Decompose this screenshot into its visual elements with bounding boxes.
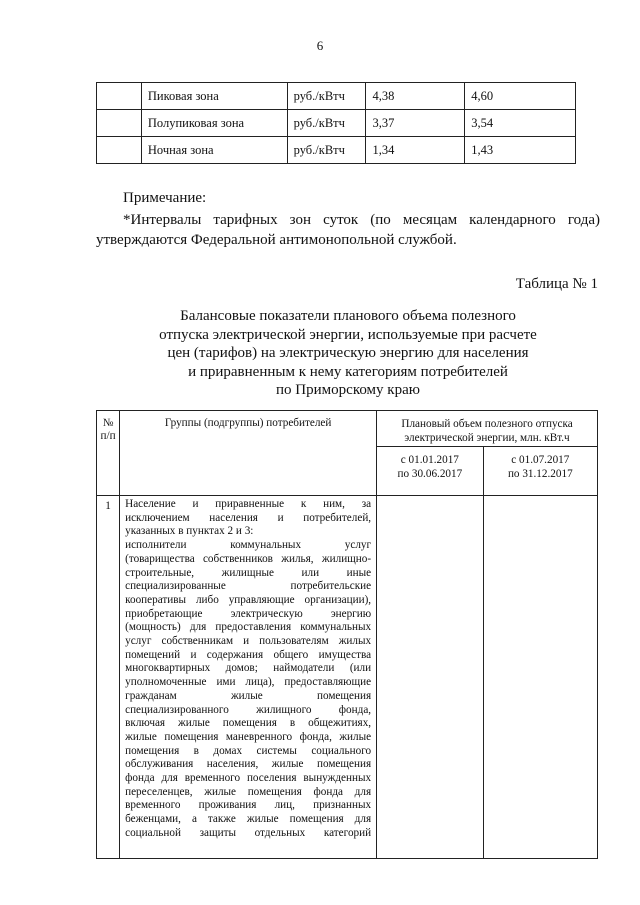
text-line: (мощность) для предоставления коммунальных bbox=[125, 621, 372, 634]
header-number-line: № bbox=[102, 417, 114, 429]
text-line: услуг собственникам и пользователям жилых bbox=[125, 635, 372, 648]
volume-cell-empty bbox=[377, 496, 484, 859]
period-line: по 30.06.2017 bbox=[397, 468, 463, 480]
text-line: исключением населения и потребителей, bbox=[125, 511, 372, 524]
text-line: социальной защиты отдельных категорий bbox=[125, 826, 372, 839]
period-line: по 31.12.2017 bbox=[507, 468, 573, 480]
title-line: по Приморскому краю bbox=[276, 382, 420, 398]
table-number: Таблица № 1 bbox=[515, 276, 598, 292]
header-group: Группы (подгруппы) потребителей bbox=[120, 411, 377, 496]
volume-cell-empty bbox=[483, 496, 597, 859]
period-first-half bbox=[377, 447, 484, 496]
text-line: помещений и содержания общего имущества bbox=[125, 648, 372, 661]
text-line: специализированные потребительские bbox=[125, 580, 372, 593]
text-line: жилые помещения маневренного фонда, жилые bbox=[125, 730, 372, 743]
zone-cell: Полупиковая зона bbox=[141, 110, 287, 137]
value-cell: 4,60 bbox=[465, 83, 576, 110]
table-title bbox=[96, 307, 600, 400]
title-line: цен (тарифов) на электрическую энергию для населения bbox=[167, 345, 529, 361]
row-description bbox=[120, 496, 377, 859]
header-number-line: п/п bbox=[100, 430, 116, 442]
period-line: с 01.07.2017 bbox=[511, 454, 570, 466]
table-row bbox=[97, 137, 576, 164]
text-line: исполнители коммунальных услуг bbox=[125, 539, 372, 552]
value-cell: 4,38 bbox=[366, 83, 465, 110]
unit-cell: руб./кВтч bbox=[287, 137, 366, 164]
note-label: Примечание: bbox=[123, 190, 207, 206]
text-line: временного проживания лиц, признанных bbox=[125, 799, 372, 812]
page-number: 6 bbox=[316, 38, 324, 53]
unit-cell: руб./кВтч bbox=[287, 110, 366, 137]
text-line: приобретающие электрическую энергию bbox=[125, 607, 372, 620]
value-cell: 1,43 bbox=[465, 137, 576, 164]
text-line: строительные, жилищные или иные bbox=[125, 566, 372, 579]
header-volume: Плановый объем полезного отпуска электрической энергии, млн. кВт.ч bbox=[377, 411, 598, 447]
value-cell: 1,34 bbox=[366, 137, 465, 164]
period-line: с 01.01.2017 bbox=[400, 454, 459, 466]
empty-cell bbox=[97, 137, 142, 164]
row-number: 1 bbox=[97, 496, 120, 859]
text-line: переселенцев, жилые помещения фонда для bbox=[125, 785, 372, 798]
title-line: и приравненным к нему категориям потребителей bbox=[188, 363, 508, 380]
text-line: беженцами, а также жилые помещения для bbox=[125, 813, 372, 826]
value-cell: 3,54 bbox=[465, 110, 576, 137]
table-row bbox=[97, 496, 598, 859]
balance-table bbox=[96, 410, 598, 859]
text-line: кооперативы либо управляющие организации), bbox=[125, 593, 372, 606]
zone-cell: Пиковая зона bbox=[141, 83, 287, 110]
text-line: многоквартирных домов; наймодатели (или bbox=[125, 662, 372, 675]
text-line: фонда для временного поселения вынужденных bbox=[125, 772, 372, 785]
zone-cell: Ночная зона bbox=[141, 137, 287, 164]
title-line: Балансовые показатели планового объема полезного bbox=[180, 308, 516, 324]
text-line: гражданам жилые помещения bbox=[125, 689, 372, 702]
text-line: специализированного жилищного фонда, bbox=[125, 703, 372, 716]
value-cell: 3,37 bbox=[366, 110, 465, 137]
unit-cell: руб./кВтч bbox=[287, 83, 366, 110]
title-line: отпуска электрической энергии, используемые при расчете bbox=[159, 326, 537, 343]
table-row bbox=[97, 110, 576, 137]
empty-cell bbox=[97, 110, 142, 137]
tariff-table bbox=[96, 82, 576, 164]
text-line: обслуживания населения, жилые помещения bbox=[125, 758, 372, 771]
empty-cell bbox=[97, 83, 142, 110]
text-line: Население и приравненные к ним, за bbox=[125, 498, 372, 510]
table-row bbox=[97, 83, 576, 110]
period-second-half bbox=[483, 447, 597, 496]
text-line: включая жилые помещения в общежитиях, bbox=[125, 717, 372, 730]
text-line: уполномоченные ими лица), предоставляющие bbox=[125, 676, 372, 689]
text-line: помещения в домах системы социального bbox=[125, 744, 372, 757]
header-number bbox=[97, 411, 120, 496]
text-line: указанных в пунктах 2 и 3: bbox=[125, 525, 254, 538]
text-line: (товарищества собственников жилья, жилищно- bbox=[125, 552, 372, 565]
note-text: *Интервалы тарифных зон суток (по месяцам календарного года) утверждаются Федеральной антимонопольной службой. bbox=[96, 212, 600, 248]
header-row bbox=[97, 411, 598, 447]
